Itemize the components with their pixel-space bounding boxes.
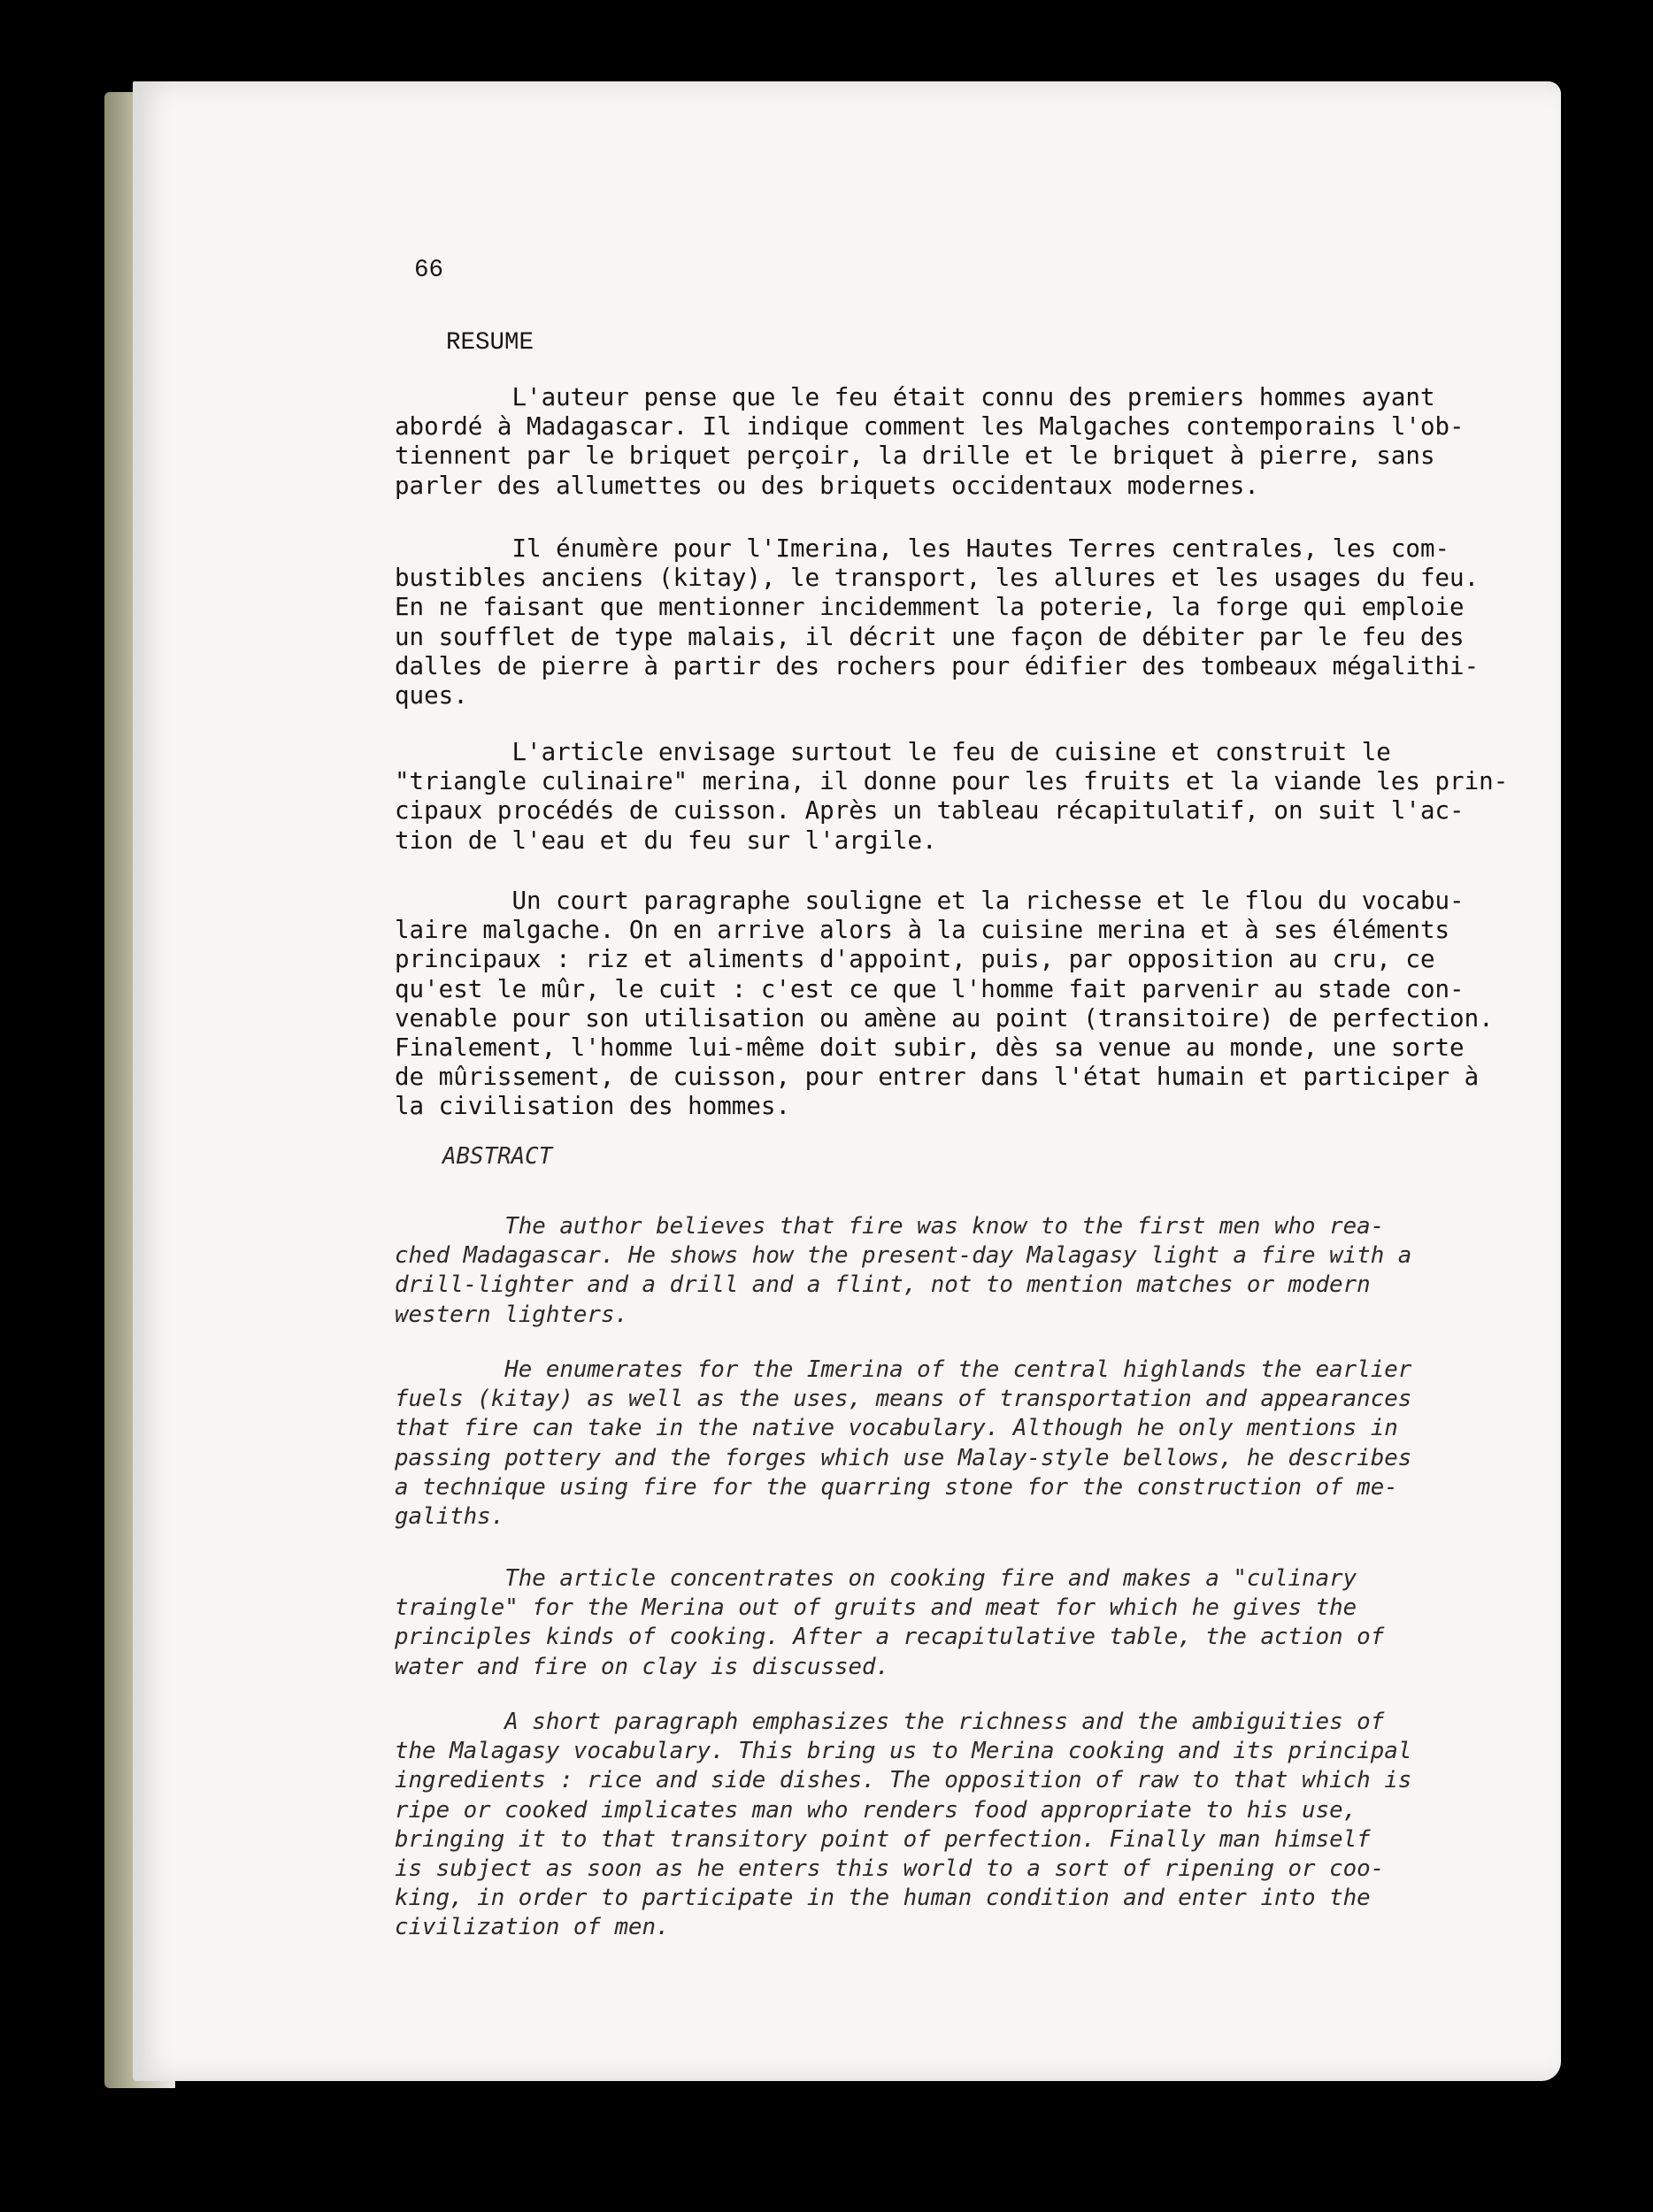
abstract-paragraph-2: He enumerates for the Imerina of the central highlands the earlier fuels (kitay) as well as the uses, means of transportation and appearances that fire can take in the native vocabulary. Although he only mentions in passing pottery and the forges which use Malay-style bellows, he describes a technique using fire for the quarring stone for the construction of me- galiths. xyxy=(395,1356,1412,1531)
abstract-heading: ABSTRACT xyxy=(442,1143,553,1170)
page-number: 66 xyxy=(414,257,444,284)
abstract-paragraph-4: A short paragraph emphasizes the richness and the ambiguities of the Malagasy vocabulary. This bring us to Merina cooking and its principal ingredients : rice and side dishes. The opposition of raw to that which is ripe or cooked implicates man who renders food appropriate to his use, bringing it to that transitory point of perfection. Finally man himself is subject as soon as he enters this world to a sort of ripening or coo- king, in order to participate in the human condition and enter into the civilization of men. xyxy=(395,1709,1412,1941)
resume-paragraph-1: L'auteur pense que le feu était connu des premiers hommes ayant abordé à Madagascar. Il indique comment les Malgaches contemporains l'ob- tiennent par le briquet perçoir, la drille et le briquet à pierre, sans parler des allumettes ou des briquets occidentaux modernes. xyxy=(395,383,1465,500)
abstract-paragraph-1: The author believes that fire was know to the first men who rea- ched Madagascar. He shows how the present-day Malagasy light a fire with a drill-lighter and a drill and a flint, not to mention matches or modern western lighters. xyxy=(395,1213,1412,1328)
resume-heading: RESUME xyxy=(446,329,534,357)
resume-paragraph-2: Il énumère pour l'Imerina, les Hautes Terres centrales, les com- bustibles anciens (kitay), le transport, les allures et les usages du feu. En ne faisant que mentionner incidemment la poterie, la forge qui emploie un soufflet de type malais, il décrit une façon de débiter par le feu des dalles de pierre à partir des rochers pour édifier des tombeaux mégalithi- ques. xyxy=(395,534,1480,710)
resume-paragraph-3: L'article envisage surtout le feu de cuisine et construit le "triangle culinaire" merina, il donne pour les fruits et la viande les prin- cipaux procédés de cuisson. Après un tableau récapitulatif, on suit l'ac- tion de l'eau et du feu sur l'argile. xyxy=(395,738,1509,855)
abstract-paragraph-3: The article concentrates on cooking fire and makes a "culinary traingle" for the Merina out of gruits and meat for which he gives the principles kinds of cooking. After a recapitulative table, the action of water and fire on clay is discussed. xyxy=(395,1565,1385,1680)
resume-paragraph-4: Un court paragraphe souligne et la richesse et le flou du vocabu- laire malgache. On en arrive alors à la cuisine merina et à ses éléments principaux : riz et aliments d'appoint, puis, par opposition au cru, ce qu'est le mûr, le cuit : c'est ce que l'homme fait parvenir au stade con- venable pour son utilisation ou amène au point (transitoire) de perfection. Finalement, l'homme lui-même doit subir, dès sa venue au monde, une sorte de mûrissement, de cuisson, pour entrer dans l'état humain et participer à la civilisation des hommes. xyxy=(395,887,1494,1121)
